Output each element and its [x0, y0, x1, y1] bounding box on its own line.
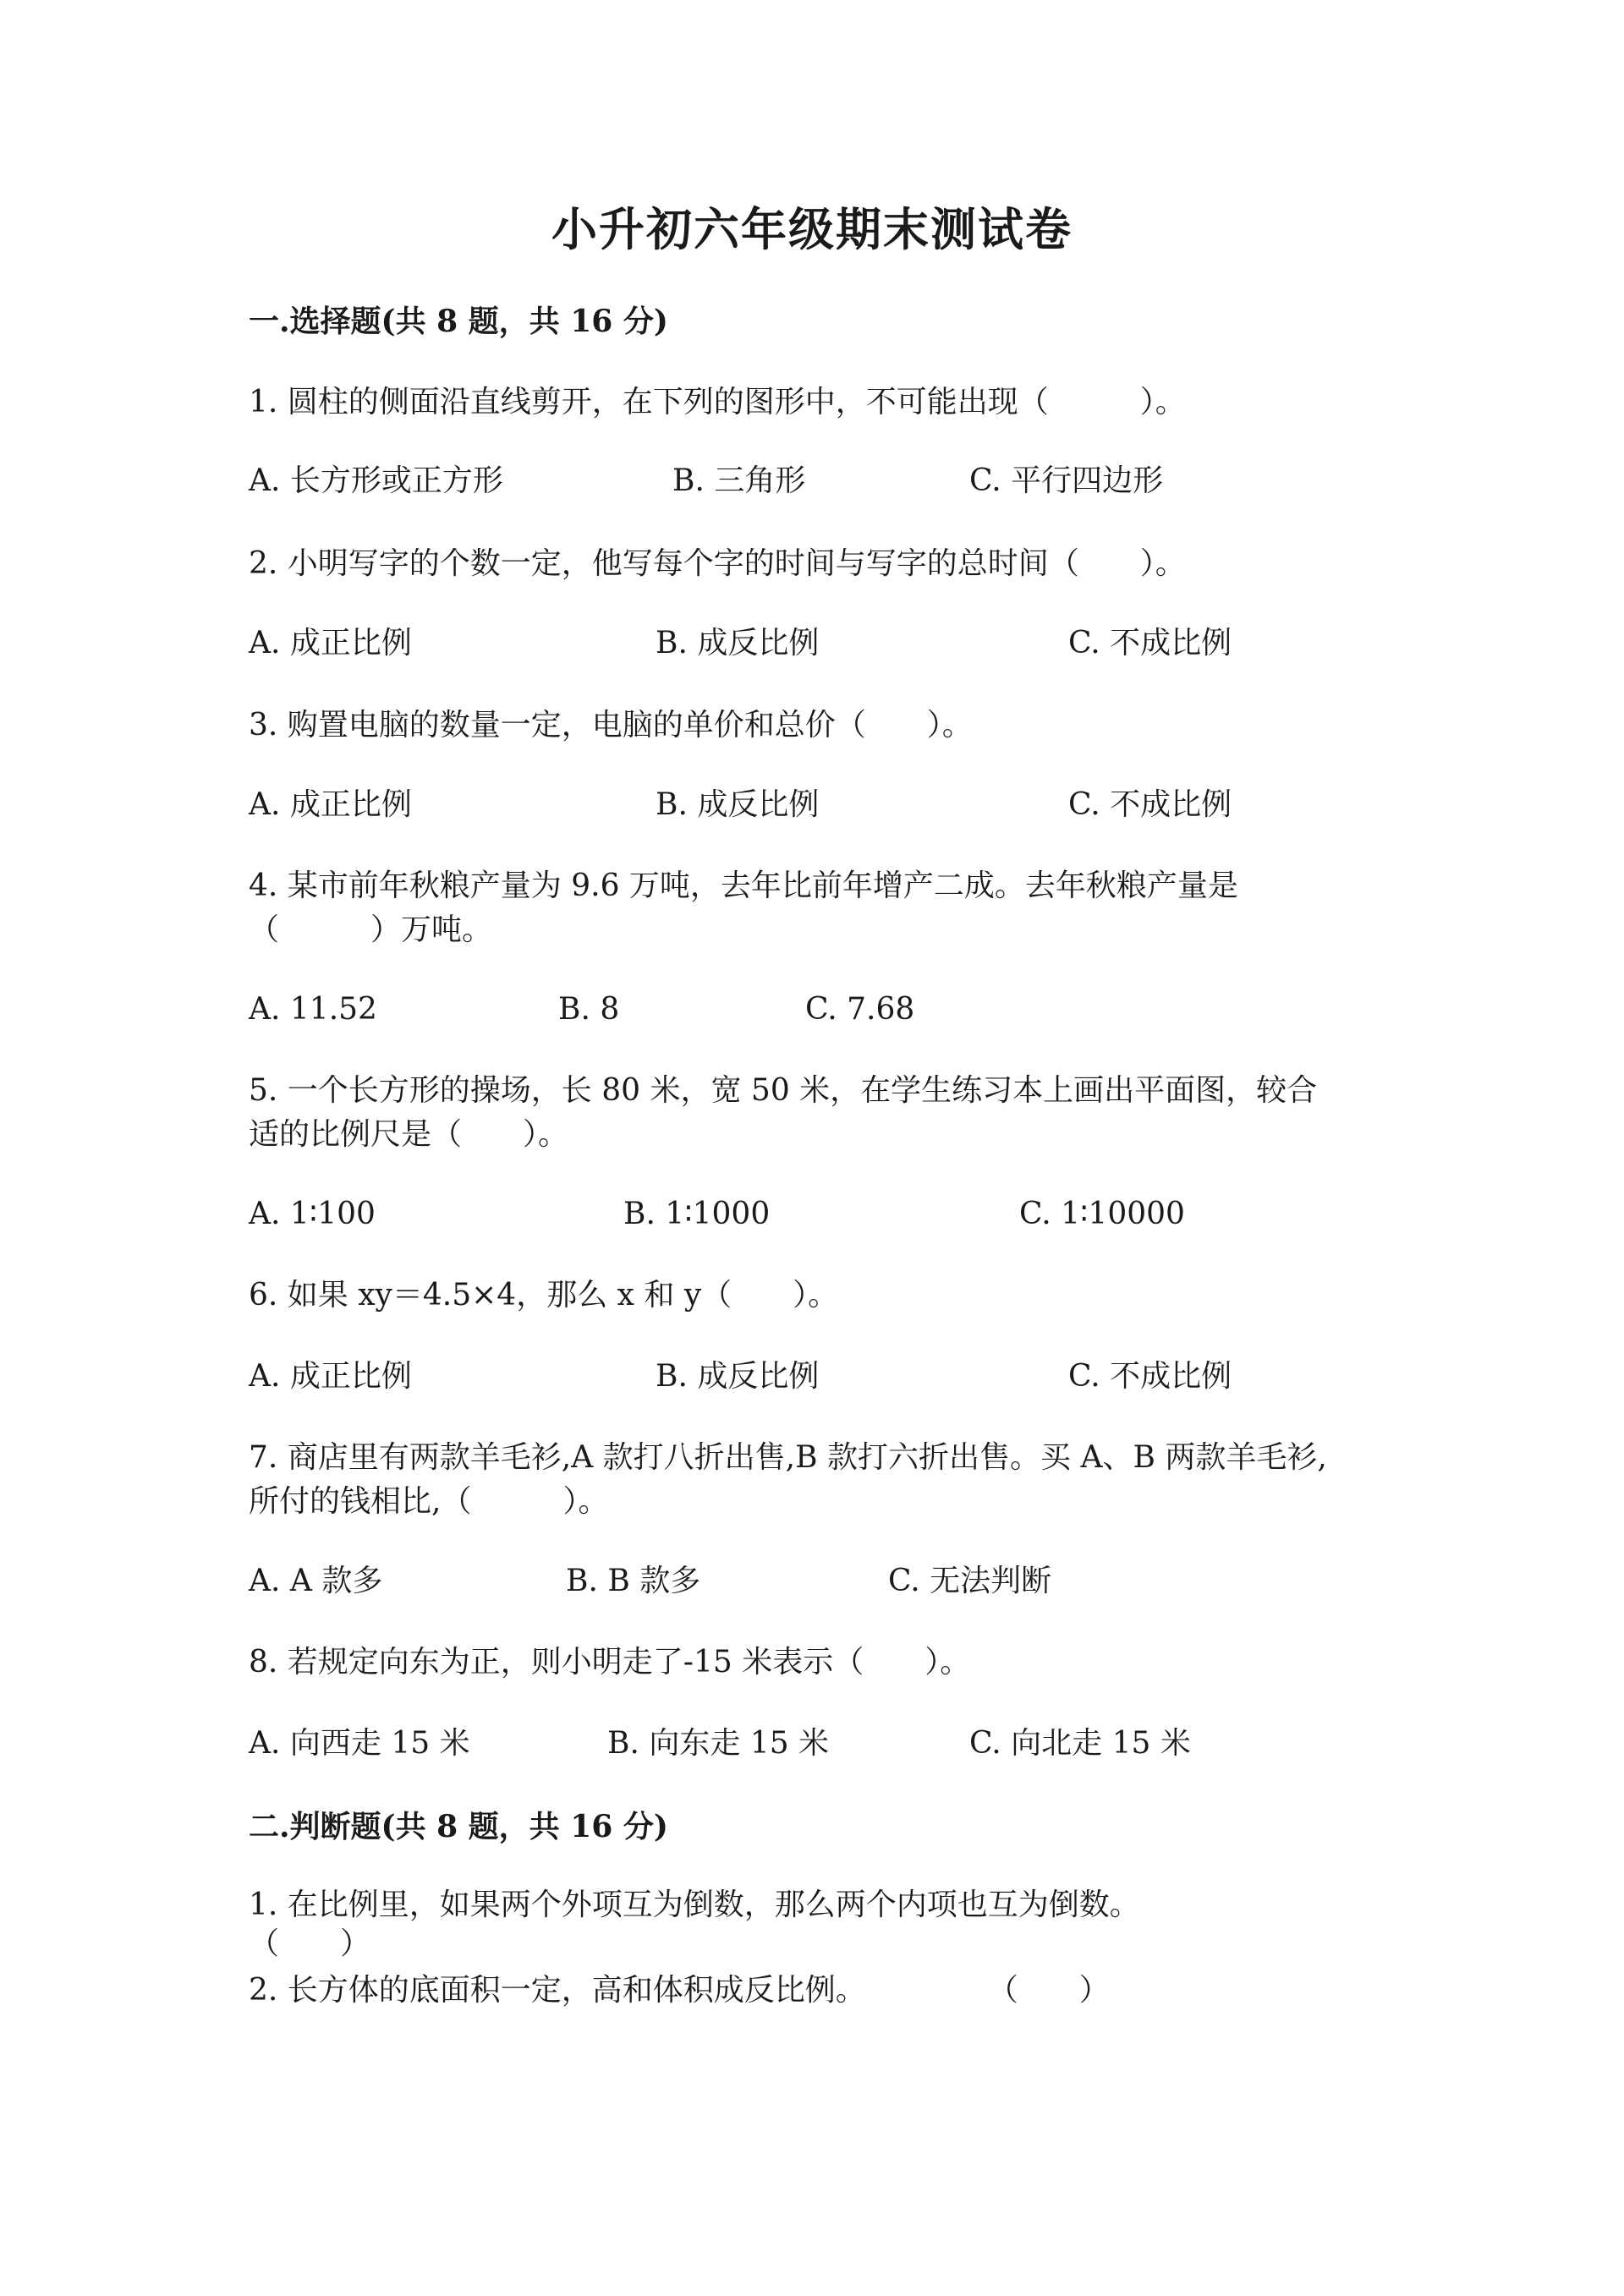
- question-text: 6. 如果 xy＝4.5×4，那么 x 和 y（ ）。: [249, 1278, 839, 1312]
- option-c: C. 向北走 15 米: [969, 1726, 1191, 1761]
- option-c: C. 1∶10000: [1019, 1197, 1185, 1231]
- question-text-cont: 所付的钱相比,（ ）。: [249, 1484, 609, 1519]
- option-c: C. 不成比例: [1068, 787, 1232, 822]
- option-c: C. 不成比例: [1068, 626, 1232, 660]
- question-text: 8. 若规定向东为正，则小明走了-15 米表示（ ）。: [249, 1645, 971, 1680]
- option-c: C. 7.68: [805, 992, 915, 1027]
- judgement-1: [249, 1886, 1382, 1964]
- option-a: A. 向西走 15 米: [249, 1726, 470, 1761]
- option-a: A. A 款多: [249, 1564, 383, 1598]
- option-a: A. 成正比例: [249, 626, 412, 660]
- judgement-2: [249, 1969, 1382, 2013]
- question-text: 1. 在比例里，如果两个外项互为倒数，那么两个内项也互为倒数。: [249, 1888, 1140, 1922]
- section-heading-judgement: 二.判断题(共 8 题，共 16 分): [249, 1809, 668, 1844]
- option-c: C. 无法判断: [888, 1564, 1052, 1598]
- option-a: A. 1∶100: [249, 1197, 376, 1231]
- page-title: 小升初六年级期末测试卷: [551, 202, 1073, 256]
- question-1: [249, 381, 1382, 425]
- option-c: C. 平行四边形: [969, 463, 1164, 498]
- question-text: 2. 长方体的底面积一定，高和体积成反比例。 （ ）: [249, 1973, 1110, 2008]
- option-b: B. 向东走 15 米: [607, 1726, 830, 1761]
- option-b: B. 1∶1000: [623, 1197, 771, 1231]
- option-b: B. B 款多: [566, 1564, 701, 1598]
- question-4: [249, 864, 1382, 952]
- question-text: 1. 圆柱的侧面沿直线剪开，在下列的图形中，不可能出现（ ）。: [249, 385, 1186, 419]
- question-text: 7. 商店里有两款羊毛衫,A 款打八折出售,B 款打六折出售。买 A、B 两款羊毛衫,: [249, 1440, 1327, 1475]
- question-7: [249, 1436, 1382, 1524]
- question-text-cont: （ ）万吨。: [249, 912, 493, 947]
- option-b: B. 三角形: [672, 463, 806, 498]
- option-a: A. 长方形或正方形: [249, 463, 503, 498]
- question-3: [249, 704, 1382, 748]
- option-a: A. 11.52: [249, 992, 377, 1027]
- question-5: [249, 1069, 1382, 1157]
- option-b: B. 成反比例: [656, 626, 820, 660]
- question-text: 5. 一个长方形的操场，长 80 米，宽 50 米，在学生练习本上画出平面图，较合: [249, 1073, 1318, 1108]
- question-text: 4. 某市前年秋粮产量为 9.6 万吨，去年比前年增产二成。去年秋粮产量是: [249, 869, 1238, 903]
- option-b: B. 成反比例: [656, 787, 820, 822]
- option-a: A. 成正比例: [249, 787, 412, 822]
- answer-blank: （ ）: [249, 1926, 371, 1961]
- option-b: B. 8: [558, 992, 620, 1027]
- question-text-cont: 适的比例尺是（ ）。: [249, 1117, 569, 1152]
- option-c: C. 不成比例: [1068, 1359, 1232, 1394]
- question-8: [249, 1641, 1382, 1685]
- section-heading-choice: 一.选择题(共 8 题，共 16 分): [249, 304, 668, 339]
- option-a: A. 成正比例: [249, 1359, 412, 1394]
- question-text: 3. 购置电脑的数量一定，电脑的单价和总价（ ）。: [249, 708, 973, 743]
- option-b: B. 成反比例: [656, 1359, 820, 1394]
- question-2: [249, 542, 1382, 586]
- question-text: 2. 小明写字的个数一定，他写每个字的时间与写字的总时间（ ）。: [249, 546, 1186, 581]
- question-6: [249, 1274, 1382, 1318]
